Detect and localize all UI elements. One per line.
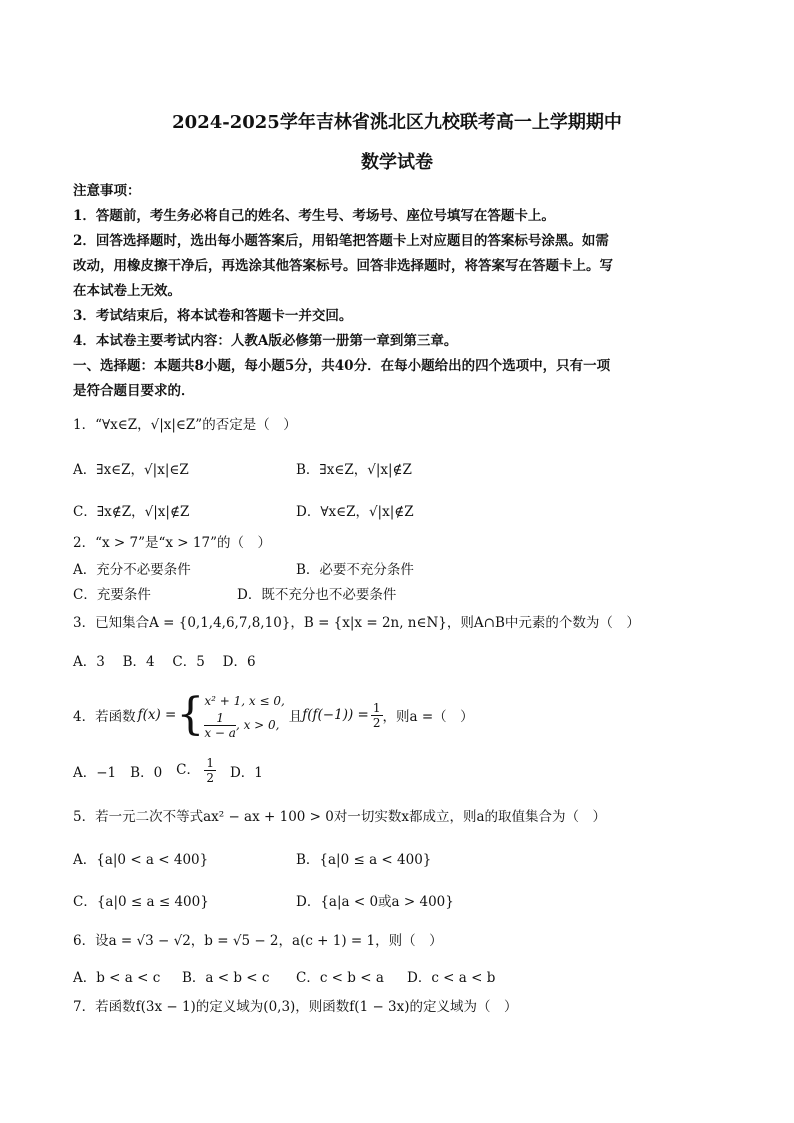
q4-cond: f(f(−1)) = <box>302 707 369 723</box>
q5-option-d: D．{a|a < 0或a > 400} <box>296 894 454 910</box>
q4-piece-2-den: x − a <box>204 725 236 740</box>
q6-stem: 6．设a = √3 − √2，b = √5 − 2，a(c + 1) = 1，则（ ） <box>73 933 443 949</box>
q3-stem: 3．已知集合A = {0,1,4,6,7,8,10}，B = {x|x = 2n, n∈N}，则A∩B中元素的个数为（ ） <box>73 615 640 631</box>
q7-stem: 7．若函数f(3x − 1)的定义域为(0,3)，则函数f(1 − 3x)的定义域为（ ） <box>73 999 518 1015</box>
q4-piece-2-frac <box>204 711 236 740</box>
q4-prefix: 4．若函数 <box>73 709 136 725</box>
q4-option-d: D．1 <box>229 764 263 781</box>
q3-options: A．3 B．4 C．5 D．6 <box>73 654 256 670</box>
section-1-heading: 一、选择题：本题共8小题，每小题5分，共40分．在每小题给出的四个选项中，只有一项 <box>73 358 611 374</box>
q4-fx: f(x) = <box>137 707 177 723</box>
q5-stem: 5．若一元二次不等式ax² − ax + 100 > 0对一切实数x都成立，则a的取值集合为（ ） <box>73 809 607 825</box>
q6-option-d: D．c < a < b <box>407 970 496 986</box>
q2-option-c: C．充要条件 <box>73 587 151 603</box>
q4-piece-2-num: 1 <box>204 711 236 726</box>
notice-item-2-line-1: 2．回答选择题时，选出每小题答案后，用铅笔把答题卡上对应题目的答案标号涂黑。如需 <box>73 233 609 249</box>
q6-option-b: B．a < b < c <box>182 970 270 986</box>
q2-stem: 2．“x > 7”是“x > 17”的（ ） <box>73 535 271 551</box>
q1-option-b: B．∃x∈Z，√|x|∉Z <box>296 462 412 478</box>
q4-mid: 且 <box>288 709 303 725</box>
q2-option-b: B．必要不充分条件 <box>296 562 414 578</box>
q4-piece-2 <box>204 711 284 740</box>
notice-item-2-line-3: 在本试卷上无效。 <box>73 283 181 299</box>
q1-option-d: D．∀x∈Z，√|x|∉Z <box>296 504 414 520</box>
q4-piece-2-cond: , x > 0, <box>235 717 280 732</box>
notice-item-4: 4．本试卷主要考试内容：人教A版必修第一册第一章到第三章。 <box>73 333 458 349</box>
q5-option-c: C．{a|0 ≤ a ≤ 400} <box>73 894 209 910</box>
q6-option-c: C．c < b < a <box>296 970 384 986</box>
notice-item-3: 3．考试结束后，将本试卷和答题卡一并交回。 <box>73 308 353 324</box>
q4-option-c <box>176 756 216 785</box>
section-1-heading-cont: 是符合题目要求的． <box>73 383 195 399</box>
q4-stem <box>73 680 474 750</box>
q6-option-a: A．b < a < c <box>73 970 161 986</box>
q4-options <box>73 756 263 785</box>
q4-suffix: ，则a =（ ） <box>382 709 474 725</box>
q4-option-c-den: 2 <box>206 771 214 785</box>
q4-piecewise <box>204 691 284 740</box>
exam-title: 2024-2025学年吉林省洮北区九校联考高一上学期期中 <box>172 112 622 133</box>
q4-half <box>371 701 383 730</box>
notice-item-1: 1．答题前，考生务必将自己的姓名、考生号、考场号、座位号填写在答题卡上。 <box>73 208 555 224</box>
q2-option-a: A．充分不必要条件 <box>73 562 191 578</box>
q4-option-c-label: C． <box>176 762 201 778</box>
q1-option-a: A．∃x∈Z，√|x|∈Z <box>73 462 189 478</box>
q2-option-d: D．既不充分也不必要条件 <box>237 587 397 603</box>
q4-brace: { <box>176 689 205 740</box>
notice-heading: 注意事项： <box>73 183 141 199</box>
q1-stem: 1．“∀x∈Z，√|x|∈Z”的否定是（ ） <box>73 417 297 433</box>
q5-option-a: A．{a|0 < a < 400} <box>73 852 209 868</box>
notice-item-2-line-2: 改动，用橡皮擦干净后，再选涂其他答案标号。回答非选择题时，将答案写在答题卡上。写 <box>73 258 613 274</box>
q4-option-b: B．0 <box>130 764 163 781</box>
q4-option-c-num: 1 <box>206 756 214 770</box>
q1-option-c: C．∃x∉Z，√|x|∉Z <box>73 504 190 520</box>
q4-option-c-frac <box>204 756 216 785</box>
q5-option-b: B．{a|0 ≤ a < 400} <box>296 852 432 868</box>
q4-half-num: 1 <box>372 700 381 715</box>
q4-option-a: A．−1 <box>73 764 117 781</box>
q4-half-den: 2 <box>372 715 381 730</box>
exam-subtitle: 数学试卷 <box>361 152 433 173</box>
q4-piece-1: x² + 1, x ≤ 0, <box>204 693 285 708</box>
